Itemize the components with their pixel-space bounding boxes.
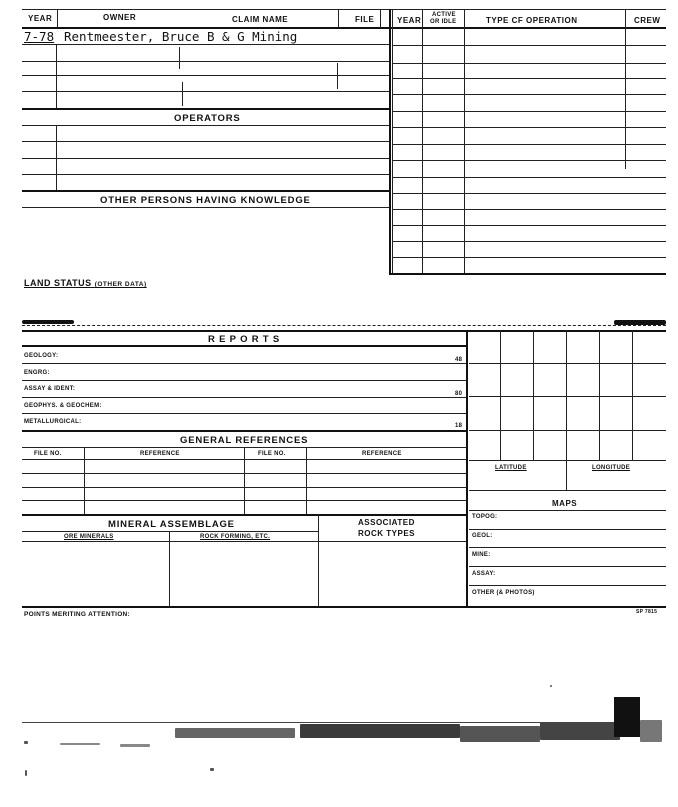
maps-mine: MINE: xyxy=(472,552,491,558)
reports-title: R E P O R T S xyxy=(208,334,280,345)
points-meriting-attention: POINTS MERITING ATTENTION: xyxy=(24,611,131,618)
rock-forming: ROCK FORMING, ETC. xyxy=(200,534,271,540)
maps-title: MAPS xyxy=(552,499,578,508)
other-persons-title: OTHER PERSONS HAVING KNOWLEDGE xyxy=(100,195,311,206)
header-crew: CREW xyxy=(634,16,661,25)
land-status-text: LAND STATUS xyxy=(24,278,92,288)
header-year: YEAR xyxy=(28,14,53,23)
entry-year: 7-78 xyxy=(24,29,55,44)
maps-topog: TOPOG: xyxy=(472,514,498,520)
latitude-label: LATITUDE xyxy=(495,465,527,471)
maps-geol: GEOL: xyxy=(472,533,493,539)
report-geophys: GEOPHYS. & GEOCHEM: xyxy=(24,403,102,409)
header-owner: OWNER xyxy=(103,13,137,22)
header-or-idle: OR IDLE xyxy=(430,19,457,25)
ref-reference: REFERENCE xyxy=(140,451,180,457)
report-metallurgical-num: 18 xyxy=(455,423,463,429)
header-file: FILE xyxy=(355,15,375,24)
ref-file-no-2: FILE NO. xyxy=(258,451,286,457)
operators-title: OPERATORS xyxy=(174,113,241,124)
header-claim-name: CLAIM NAME xyxy=(232,15,289,24)
maps-other: OTHER (& PHOTOS) xyxy=(472,590,535,596)
report-assay: ASSAY & IDENT: xyxy=(24,386,76,392)
report-assay-num: 80 xyxy=(455,391,463,397)
longitude-label: LONGITUDE xyxy=(592,465,631,471)
header-year-2: YEAR xyxy=(397,16,422,25)
ore-minerals: ORE MINERALS xyxy=(64,534,114,540)
ref-reference-2: REFERENCE xyxy=(362,451,402,457)
ref-file-no: FILE NO. xyxy=(34,451,62,457)
assoc-rock-1: ASSOCIATED xyxy=(358,518,415,527)
assoc-rock-2: ROCK TYPES xyxy=(358,529,416,538)
general-references-title: GENERAL REFERENCES xyxy=(180,435,309,446)
form-code: SP 7815 xyxy=(636,609,658,615)
land-status-label xyxy=(24,278,147,288)
land-status-sub: (OTHER DATA) xyxy=(94,281,147,288)
report-engrg: ENGRG: xyxy=(24,370,50,376)
mineral-title: MINERAL ASSEMBLAGE xyxy=(108,519,235,530)
header-active: ACTIVE xyxy=(432,12,456,18)
report-geology: GEOLOGY: xyxy=(24,353,59,359)
report-geology-num: 48 xyxy=(455,357,463,363)
entry-owner: Rentmeester, Bruce B & G Mining xyxy=(64,29,298,44)
header-type-of-operation: TYPE CF OPERATION xyxy=(486,16,578,25)
maps-assay: ASSAY: xyxy=(472,571,496,577)
report-metallurgical: METALLURGICAL: xyxy=(24,419,82,425)
